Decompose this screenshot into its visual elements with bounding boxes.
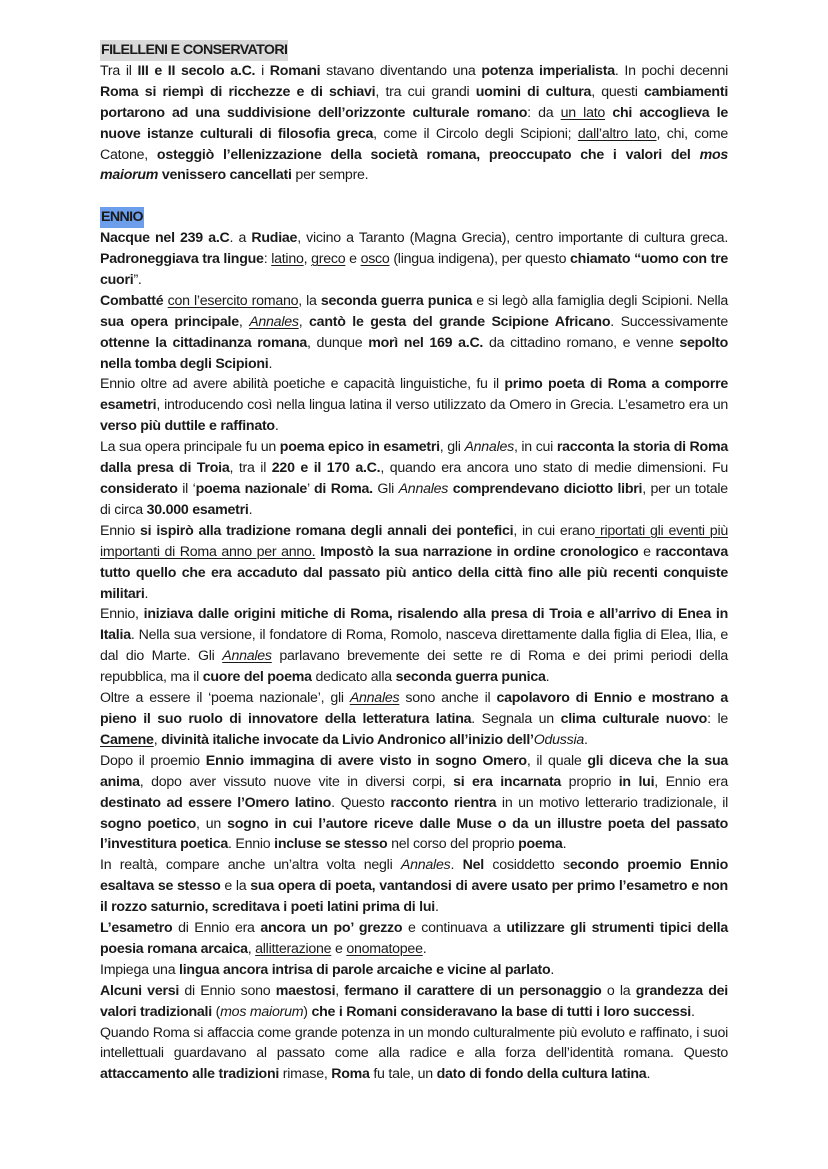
section-ennio	[100, 207, 728, 1085]
text-run: primo poeta di Roma a comporre esametri	[100, 376, 728, 414]
text-run: Rudiae	[251, 230, 298, 247]
text-run: osteggiò l’ellenizzazione della società romana, preoccupato che i valori del	[156, 146, 700, 163]
text-run: . Ennio	[228, 836, 275, 853]
text-run: :	[263, 251, 272, 268]
text-run: ,	[238, 313, 250, 330]
paragraph	[100, 960, 728, 981]
text-run: cambiamenti portarono ad una suddivisione dell’orizzonte culturale romano	[100, 83, 729, 121]
text-run: Roma si riempì di ricchezze e di schiavi	[100, 83, 376, 100]
text-run: chiamato “uomo con tre cuori	[100, 251, 728, 288]
text-run: dall’altro lato	[577, 125, 657, 142]
text-run: di Ennio sono	[179, 982, 276, 999]
text-run: , come il Circolo degli Scipioni;	[373, 125, 578, 142]
text-run: utilizzare gli strumenti tipici della poesia romana arcaica	[100, 920, 728, 957]
paragraph	[100, 374, 728, 437]
text-run: econdo proemio Ennio esaltava se stesso	[100, 857, 729, 895]
text-run: . Segnala un	[471, 710, 561, 727]
text-run: attaccamento alle tradizioni	[100, 1066, 280, 1083]
text-run: , dopo aver vissuto nuove vite in diversi corpi,	[139, 773, 454, 790]
text-run: , gli	[439, 439, 465, 456]
text-run: poema nazionale	[195, 481, 308, 498]
text-run: , dunque	[307, 334, 369, 351]
text-run: venissero cancellati	[158, 167, 292, 184]
text-run: , introducendo così nella lingua latina il verso utilizzato da Omero in Grecia. L’esametro era un	[156, 397, 728, 414]
paragraph	[100, 855, 728, 918]
text-run: Camene	[100, 731, 154, 748]
text-run: .	[248, 501, 253, 518]
text-run: , il quale	[526, 752, 588, 769]
text-run: , chi, come Catone,	[100, 125, 729, 163]
text-run: Annales	[464, 439, 514, 456]
text-run: ,	[335, 982, 345, 999]
text-run: : da	[527, 104, 561, 121]
text-run: sogno in cui l’autore riceve dalle Muse o da un illustre poeta del passato l’investitura poetica	[100, 815, 728, 853]
text-run: considerato	[100, 481, 178, 498]
text-run: da cittadino romano, e venne	[483, 334, 680, 351]
text-run: , questi	[591, 83, 645, 100]
text-run: gli diceva che la sua anima	[100, 752, 729, 790]
text-run: .	[144, 585, 149, 602]
text-run: Odussia	[533, 731, 585, 748]
text-run: ottenne la cittadinanza romana	[100, 334, 308, 351]
text-run: comprendevano diciotto libri	[452, 481, 643, 498]
text-run: cosiddetto s	[483, 857, 570, 874]
paragraph	[100, 228, 728, 291]
text-run: e continuava a	[402, 920, 507, 937]
text-run: sono anche il	[399, 690, 497, 707]
text-run: verso più duttile e raffinato	[100, 418, 275, 435]
text-run: Padroneggiava tra lingue	[100, 251, 264, 268]
text-run: .	[562, 836, 567, 853]
text-run: Romani	[269, 62, 321, 79]
text-run: .	[274, 418, 279, 435]
paragraph	[100, 521, 728, 605]
text-run: Combatté	[100, 292, 164, 309]
text-run: cantò le gesta del grande Scipione Africano	[309, 313, 611, 330]
paragraph	[100, 751, 728, 856]
text-run: divinità italiche invocate da Livio Andronico all’inizio dell’	[161, 731, 534, 748]
text-run: cuore del poema	[202, 669, 312, 686]
text-run: in un motivo letterario tradizionale, il	[496, 794, 728, 811]
section-heading: ENNIO	[100, 207, 144, 228]
text-run: Ennio,	[100, 606, 144, 623]
text-run: allitterazione	[255, 940, 332, 957]
text-run: .	[268, 355, 273, 372]
paragraph	[100, 437, 728, 521]
text-run: Impiega una	[100, 961, 180, 978]
text-run: latino	[271, 251, 304, 268]
text-run: .	[550, 961, 555, 978]
text-run: i	[255, 62, 270, 79]
text-run: L’esametro	[100, 920, 173, 937]
text-run: poema epico in esametri	[279, 439, 440, 456]
text-run: il ‘	[177, 481, 196, 498]
text-run: , in cui erano	[513, 522, 595, 539]
text-run: racconto rientra	[390, 794, 497, 811]
text-run: Gli	[372, 481, 399, 498]
text-run: . Successivamente	[610, 313, 729, 330]
text-run: ,	[298, 313, 310, 330]
text-run: e la	[220, 878, 251, 895]
text-run: Annales	[249, 313, 299, 330]
text-run: sepolto nella tomba degli Scipioni	[100, 334, 729, 372]
text-run: maestosi	[275, 982, 336, 999]
text-run: potenza imperialista	[481, 62, 615, 79]
text-run: Roma	[331, 1066, 370, 1083]
text-run: morì nel 169 a.C.	[368, 334, 484, 351]
section-body	[100, 61, 728, 186]
text-run: destinato ad essere l’Omero latino	[100, 794, 332, 811]
text-run: nel corso del proprio	[387, 836, 519, 853]
text-run: , per un totale di circa	[100, 481, 728, 518]
section-spacer	[100, 186, 728, 207]
text-run: in lui	[618, 773, 655, 790]
text-run: .	[690, 1003, 695, 1020]
text-run: e	[331, 940, 347, 957]
text-run: III e II secolo a.C.	[137, 62, 256, 79]
paragraph	[100, 918, 728, 960]
text-run: onomatopee	[346, 940, 423, 957]
text-run: .	[435, 899, 439, 916]
text-run: ancora un po’ grezzo	[260, 920, 403, 937]
text-run: , un	[196, 815, 228, 832]
text-run: (lingua indigena), per questo	[389, 251, 571, 268]
text-run: Annales	[222, 648, 272, 665]
text-run: ,	[247, 940, 256, 957]
text-run: , vicino a Taranto (Magna Grecia), centro importante di cultura greca.	[297, 230, 729, 247]
text-run: Ennio oltre ad avere abilità poetiche e capacità linguistiche, fu il	[100, 376, 505, 393]
text-run: .	[545, 669, 550, 686]
text-run: , Ennio era	[654, 773, 728, 790]
text-run: .	[450, 857, 463, 874]
text-run: di Ennio era	[172, 920, 261, 937]
text-run: osco	[360, 251, 390, 268]
text-run: , tra cui grandi	[375, 83, 476, 100]
text-run: raccontava tutto quello che era accaduto dal passato più antico della città fino alle più recenti conquiste militari	[100, 543, 728, 602]
text-run: . Nella sua versione, il fondatore di Roma, Romolo, nasceva direttamente dalla figlia di Elea, Ilia, e dal dio Marte. Gli	[100, 627, 728, 665]
text-run: capolavoro di Ennio e mostrano a pieno il suo ruolo di innovatore della letteratura latina	[100, 690, 728, 727]
text-run: Quando Roma si affaccia come grande potenza in un mondo culturalmente più evoluto e raffinato, i suoi intellettuali guardavano al passato come alla radice e alla forza dell’identità romana. Questo	[100, 1024, 728, 1062]
text-run: .	[646, 1066, 651, 1083]
text-run: (	[211, 1003, 221, 1020]
text-run: poema	[518, 836, 563, 853]
text-run: , la	[298, 292, 321, 309]
text-run: In realtà, compare anche un’altra volta negli	[100, 857, 401, 874]
text-run: 30.000 esametri	[146, 501, 249, 518]
section-filelleni	[100, 40, 728, 186]
text-run: di Roma.	[314, 481, 373, 498]
document-page	[100, 40, 728, 1085]
text-run: Annales	[349, 690, 400, 707]
text-run: con l’esercito romano	[167, 292, 299, 309]
text-run: Ennio immagina di avere visto in sogno Omero	[205, 752, 527, 769]
text-run: ,	[303, 251, 312, 268]
text-run: rimase,	[279, 1066, 332, 1083]
paragraph	[100, 688, 728, 751]
text-run: e si legò alla famiglia degli Scipioni. Nella	[472, 292, 728, 309]
text-run: un lato	[560, 104, 606, 121]
text-run: seconda guerra punica	[395, 669, 546, 686]
text-run: fermano il carattere di un personaggio	[344, 982, 602, 999]
text-run: o la	[601, 982, 636, 999]
text-run: grandezza dei valori tradizionali	[100, 982, 728, 1020]
text-run: Nacque nel 239 a.C	[100, 230, 230, 247]
text-run: mos maiorum	[100, 146, 728, 184]
text-run: Annales	[400, 857, 451, 874]
text-run: chi accoglieva le nuove istanze culturali di filosofia greca	[100, 104, 728, 142]
text-run: per sempre.	[291, 167, 369, 184]
paragraph	[100, 291, 728, 375]
text-run: proprio	[561, 773, 619, 790]
text-run: Alcuni versi	[100, 982, 180, 999]
text-run: seconda guerra punica	[320, 292, 472, 309]
text-run: Dopo il proemio	[100, 752, 206, 769]
text-run: La sua opera principale fu un	[100, 439, 280, 456]
text-run: .	[422, 940, 427, 957]
paragraph	[100, 604, 728, 688]
paragraph	[100, 61, 728, 186]
text-run: 220 e il 170 a.C.	[271, 460, 381, 477]
text-run: parlavano brevemente dei sette re di Roma e dei primi periodi della repubblica, ma il	[100, 648, 728, 686]
text-run: iniziava dalle origini mitiche di Roma, risalendo alla presa di Troia e all’arrivo di Enea in Italia	[100, 606, 729, 644]
text-run: ’	[307, 481, 314, 498]
text-run: mos maiorum	[220, 1003, 304, 1020]
section-body	[100, 228, 728, 1085]
text-run: Ennio	[100, 522, 141, 539]
text-run: e	[345, 251, 361, 268]
text-run: riportati gli eventi più importanti di Roma anno per anno.	[100, 522, 728, 560]
text-run: clima culturale nuovo	[560, 710, 708, 727]
text-run: )	[303, 1003, 312, 1020]
text-run: , in cui	[513, 439, 557, 456]
text-run: . Questo	[331, 794, 391, 811]
text-run: racconta la storia di Roma dalla presa di Troia	[100, 439, 728, 477]
text-run: si ispirò alla tradizione romana degli annali dei pontefici	[140, 522, 514, 539]
text-run: ”.	[133, 271, 142, 288]
paragraph	[100, 981, 728, 1023]
text-run: sua opera principale	[100, 313, 239, 330]
text-run: greco	[311, 251, 346, 268]
text-run: uomini di cultura	[475, 83, 592, 100]
text-run: si era incarnata	[453, 773, 562, 790]
text-run: dato di fondo della cultura latina	[436, 1066, 647, 1083]
paragraph	[100, 1023, 728, 1086]
text-run: e	[638, 543, 656, 560]
text-run: fu tale, un	[369, 1066, 437, 1083]
text-run: , quando era ancora uno stato di medie dimensioni. Fu	[380, 460, 729, 477]
text-run: che i Romani consideravano la base di tutti i loro successi	[311, 1003, 691, 1020]
text-run: sua opera di poeta, vantandosi di avere usato per primo l’esametro e non il rozzo saturnio, screditava i poeti latini prima di lui	[100, 878, 728, 916]
section-heading: FILELLENI E CONSERVATORI	[100, 40, 288, 61]
text-run: : le	[707, 710, 728, 727]
text-run: . In pochi decenni	[614, 62, 728, 79]
text-run: .	[584, 731, 588, 748]
text-run: Tra il	[100, 62, 138, 79]
text-run: Oltre a essere il ‘poema nazionale’, gli	[100, 690, 350, 707]
text-run: incluse se stesso	[274, 836, 388, 853]
text-run: lingua ancora intrisa di parole arcaiche e vicine al parlato	[179, 961, 551, 978]
text-run: sogno poetico	[100, 815, 197, 832]
text-run: Annales	[398, 481, 449, 498]
text-run: , tra il	[229, 460, 272, 477]
text-run: Nel	[462, 857, 484, 874]
text-run: dedicato alla	[311, 669, 396, 686]
text-run: ,	[153, 731, 162, 748]
text-run: Impostò la sua narrazione in ordine cronologico	[320, 543, 639, 560]
text-run: . a	[229, 230, 252, 247]
text-run: stavano diventando una	[320, 62, 482, 79]
